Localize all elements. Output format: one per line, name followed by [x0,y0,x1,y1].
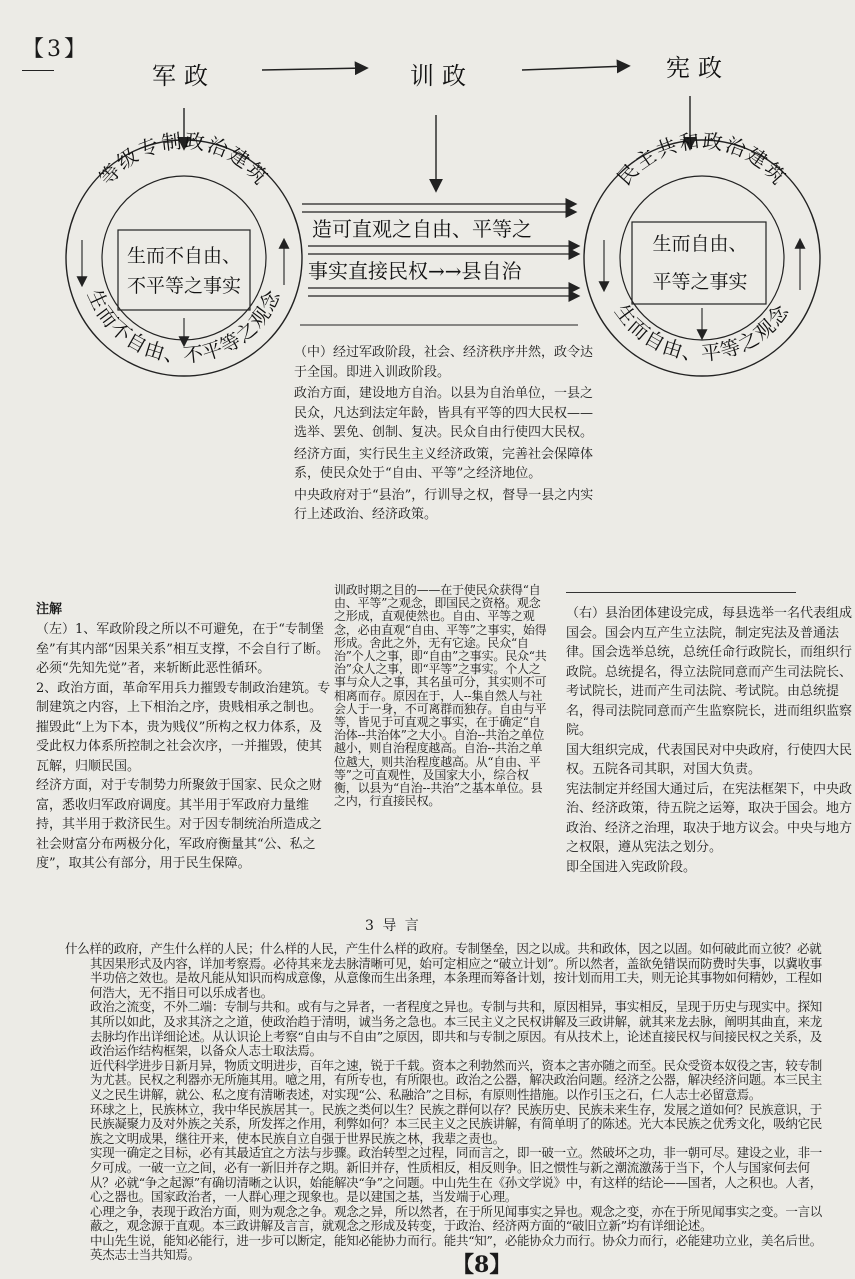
right-ring-top-label: 民主共和政治建筑 [612,128,792,191]
left-ring-bottom-label: 生而不自由、不平等之观念 [82,285,286,368]
bottom-paragraph: 近代科学进步日新月异，物质文明进步，百年之速，锐于千载。资本之利勃然而兴，资本之害亦随之而至。民众受资本奴役之害，较专制为尤甚。民权之利器亦无所施其用。噫之用，有所专也，有所限也。政治之公器，解决政治问题。经济之公器，解决经济问题。本三民主义之民生讲解，就公、私之度有清晰表述，对实现“公、私融洽”之目标，有原则性措施。以作引玉之石，仁人志士必留意焉。 [90,1057,823,1102]
center-paragraph: （中）经过军政阶段，社会、经济秩序井然，政令达于全国。即进入训政阶段。 [294,345,594,380]
middle-label-line1: 造可直观之自由、平等之 [312,217,532,241]
right-ring-bottom-label: 生而自由、平等之观念 [610,299,794,366]
arrow-tutelage-to-constitutional [522,66,628,70]
center-paragraph: 经济方面，实行民生主义经济政策，完善社会保障体系，使民众处于“自由、平等”之经济地位。 [294,446,594,481]
bottom-paragraph: 心理之争，表现于政治方面，则为观念之争。观念之异，所以然者，在于所见闻事实之异也。观念之变，亦在于所见闻事实之变。一言以蔽之，观念源于直观。本三政讲解及言言，就观念之形成及转变，于政治、经济两方面的“破旧立新”均有详细论述。 [90,1203,823,1234]
left-paragraph: 经济方面，对于专制势力所聚敛于国家、民众之财富，悉收归军政府调度。其半用于军政府力量维持，其半用于救济民生。对于因专制统治所造成之社会财富分布两极分化，军政府衡量其“公、私之度”，取其公有部分，用于民生保障。 [36,778,323,871]
bottom-paragraph: 什么样的政府，产生什么样的人民；什么样的人民，产生什么样的政府。专制堡垒，因之以成。共和政体，因之以固。如何破此而立彼？必就其因果形式及内容，详加考察焉。必待其来龙去脉清晰可见，始可定相应之“破立计划”。所以然者，盖欲免错误而防费时失事，以冀收事半功倍之效也。是故凡能从知识而构成意像，从意像而生出条理，本条理而筹备计划，按计划而用工夫，则无论其事物如何精妙，工程如何浩大，无不指日可以乐成者也。 [65,941,823,1000]
right-paragraph: 宪法制定并经国大通过后，在宪法框架下，中央政治、经济政策，待五院之运筹，取决于国会。地方政治、经济之治理，取决于地方议会。中央与地方之权限，遵从宪法之划分。 [566,781,853,855]
bottom-paragraph: 环球之上，民族林立，我中华民族居其一。民族之类何以生？民族之群何以存？民族历史、民族未来生存，发展之道如何？民族意识，于民族凝聚力及对外族之关系，所发挥之作用，利弊如何？本三民主义之民族讲解，有简单明了的陈述。光大本民族之优秀文化，吸纳它民族之文明成果，继往开来，使本民族自立自强于世界民族之林，我辈之责也。 [90,1101,823,1146]
page-number: 【8】 [452,1252,512,1278]
bottom-paragraph: 中山先生说，能知必能行，进一步可以断定，能知必能协力而行。能共“知”，必能协众力而行。协众力而行，必能建功立业，美名后世。英杰志士当共知焉。 [90,1232,822,1263]
middle-column: 训政时期之目的——在于使民众获得“自由、平等”之观念，即国民之资格。观念之形成，直观使然也。自由、平等之观念，必由直观“自由、平等”之事实，始得形成。舍此之外，无有它途。民众“自治”个人之事，即“自由”之事实。民众“共治”众人之事，即“平等”之事实。个人之事与众人之事，其名虽可分，其实则不可相离而存。原因在于，人--集自然人与社会人于一身，不可离群而独存。自由与平等，皆见于可直观之事实，在于确定“自治体--共治体”之大小。自治--共治之单位越小，则自治程度越高。自治--共治之单位越大，则共治程度越高。从“自由、平等”之可直观性，及国家大小，综合权衡，以县为“自治--共治”之基本单位。县之内，行直接民权。 [334,583,547,809]
right-column-rule [566,592,796,593]
bottom-paragraph: 政治之流变，不外二端：专制与共和。或有与之异者，一者程度之异也。专制与共和，原因相异，事实相反，呈现于历史与现实中。探知其所以如此，及求其济之之道，使政治趋于清明，诚当务之急也。本三民主义之民权讲解及三政讲解，就其来龙去脉，阐明其曲直，来龙去脉均作出详细论述。从认识论上考察“自由与不自由”之原因，即共和与专制之原因。有从技术上，论述直接民权与间接民权之关系，及政治运作结构框架，以备众人志士取法焉。 [90,999,823,1059]
page-number-value: 8 [474,1252,490,1278]
stage-constitutional: 宪政 [666,54,730,82]
right-paragraph: 国大组织完成，代表国民对中央政府，行使四大民权。五院各司其职，对国大负责。 [566,742,853,777]
center-paragraph: 中央政府对于“县治”，行训导之权，督导一县之内实行上述政治、经济政策。 [294,487,594,522]
right-box-line1: 生而自由、 [652,233,748,255]
right-notes-block [566,604,852,877]
stage-military: 军政 [152,62,216,90]
left-box-line1: 生而不自由、 [126,245,242,267]
center-paragraph: 政治方面，建设地方自治。以县为自治单位，一县之民众，凡达到法定年龄，皆具有平等的四大民权——选举、罢免、创制、复决。民众自由行使四大民权。 [294,386,594,440]
right-paragraph: 即全国进入宪政阶段。 [566,859,697,875]
flow-diagram [0,0,855,400]
stage-tutelage: 训政 [410,62,474,90]
left-notes-block [36,620,332,874]
center-text-block [294,343,594,525]
left-box-line2: 不平等之事实 [126,275,242,297]
notes-heading: 注解 [36,602,63,617]
left-paragraph: （左）1、军政阶段之所以不可避免，在于“专制堡垒”有其内部“因果关系”相互支撑，不会自行了断。必须“先知先觉”者，来斩断此恶性循环。 [36,622,329,676]
right-box-line2: 平等之事实 [652,271,748,293]
page-label: 【3】 [22,37,89,62]
right-paragraph: （右）县治团体建设完成，每县选举一名代表组成国会。国会内互产生立法院，制定宪法及普通法律。国会选举总统，总统任命行政院长，而组织行政院。总统提名，得立法院同意而产生司法院长、考试院长，进而产生司法院、考试院。由总统提名，得司法院同意而产生监察院长，进而组织监察院。 [566,606,853,738]
bottom-paragraph: 实现一确定之目标，必有其最适宜之方法与步骤。政治转型之过程，同而言之，即一破一立。然破坏之功，非一朝可尽。建设之业，非一夕可成。一破一立之间，必有一新旧并存之期。新旧并存，性质相反，相反则争。旧之惯性与新之潮流激荡于当下，个人与国家何去何从？必就“争之起源”有确切清晰之认识，始能解决“争”之问题。中山先生在《孙文学说》中，有这样的结论——国者，人之积也。人者，心之器也。国家政治者，一人群心理之现象也。是以建国之基，当发端于心理。 [90,1145,823,1205]
section-title: 3 导 言 [365,918,421,934]
bottom-text-block [65,941,830,1263]
arrow-military-to-tutelage [262,68,366,70]
left-box [118,230,250,310]
middle-label-line2: 事实直接民权→→县自治 [308,259,522,283]
left-paragraph: 2、政治方面，革命军用兵力摧毁专制政治建筑。专制建筑之内容，上下相治之序，贵贱相承之制也。摧毁此“上为下本，贵为贱仪”所构之权力体系，及受此权力体系所控制之社会次序，一并摧毁，使其瓦解，归顺民国。 [36,680,331,774]
left-ring-top-label: 等级专制政治建筑 [94,128,274,191]
